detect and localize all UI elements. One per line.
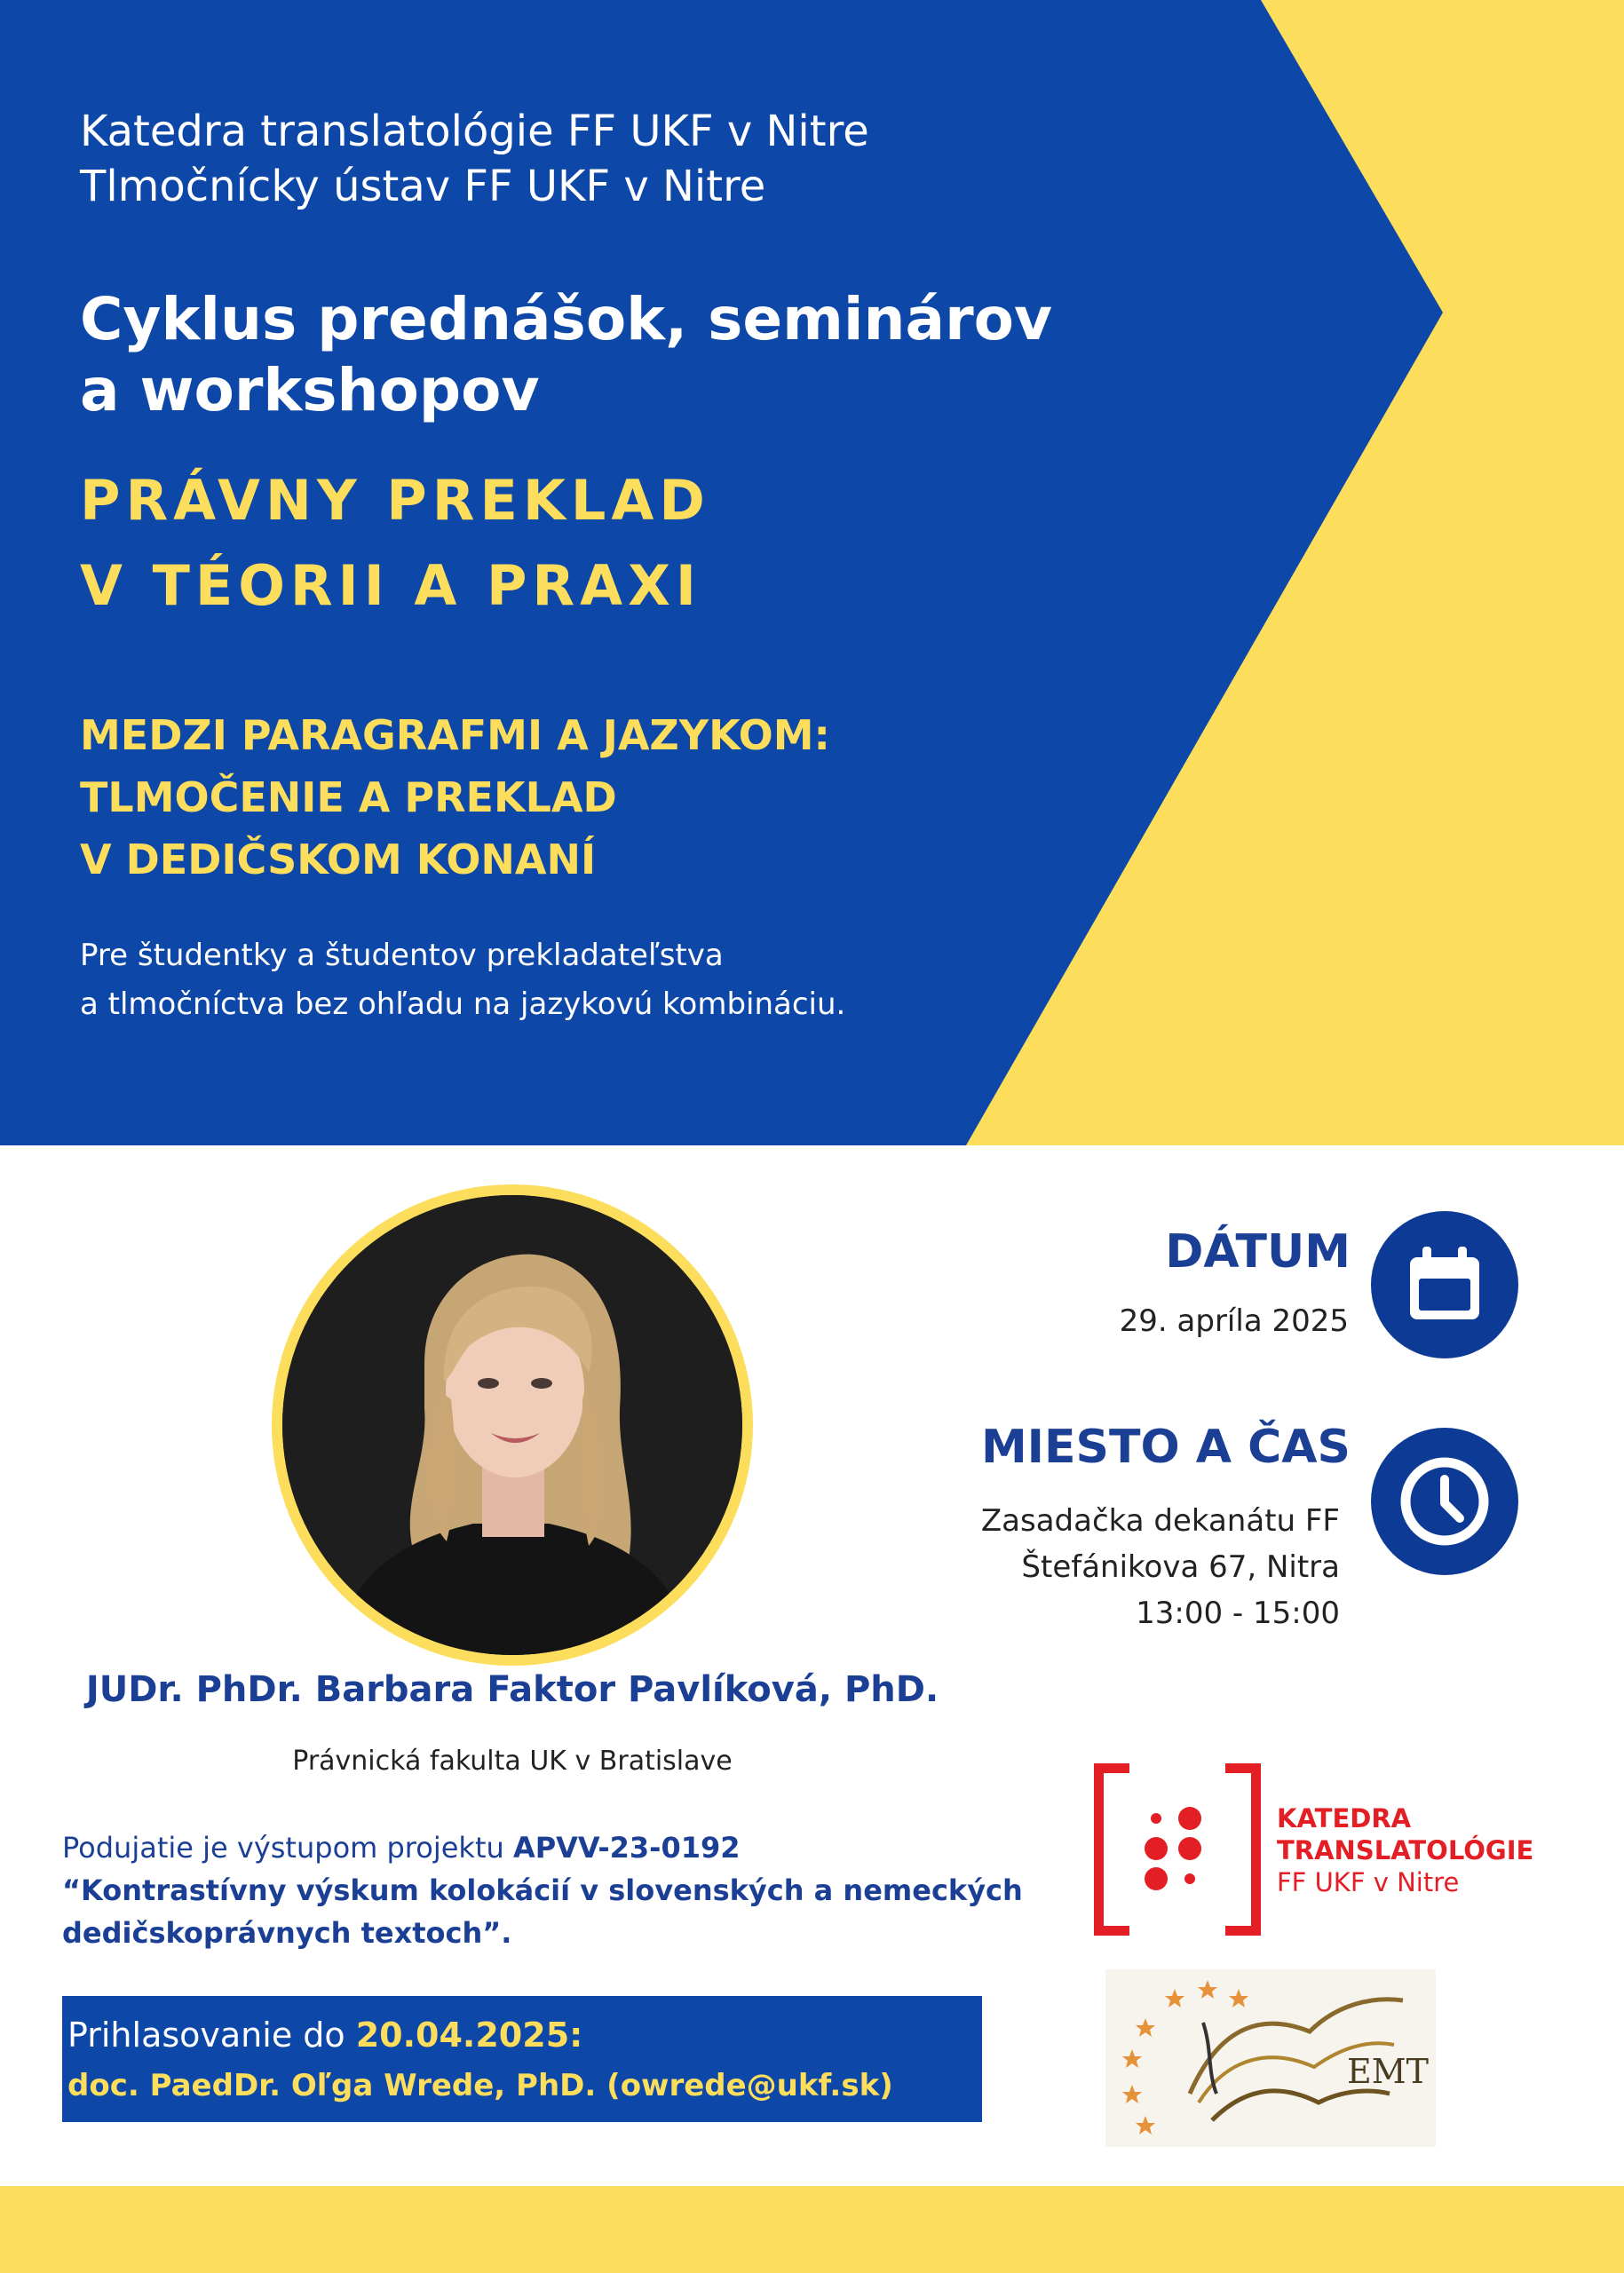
series-title-line-2: a workshopov <box>80 356 540 424</box>
subtitle-line-1: MEDZI PARAGRAFMI A JAZYKOM: <box>80 711 830 759</box>
date-heading: DÁTUM <box>1165 1225 1351 1279</box>
footer-band <box>0 2186 1624 2273</box>
main-title-line-2: V TÉORII A PRAXI <box>80 553 701 618</box>
registration-label <box>67 2011 582 2059</box>
emt-logo-graphic <box>1105 1969 1436 2147</box>
emt-logo <box>1105 1969 1436 2147</box>
speaker-name: JUDr. PhDr. Barbara Faktor Pavlíková, PhD. <box>85 1669 939 1710</box>
registration-contact: doc. PaedDr. Oľga Wrede, PhD. (owrede@ukf.sk) <box>67 2068 893 2103</box>
place-line-2: Štefánikova 67, Nitra <box>1021 1549 1340 1585</box>
katedra-logo-line-1: KATEDRA <box>1277 1803 1412 1833</box>
audience-line-1: Pre študentky a študentov prekladateľstva <box>80 938 724 973</box>
registration-label-text: Prihlasovanie do <box>67 2016 356 2055</box>
main-title-line-1: PRÁVNY PREKLAD <box>80 468 710 533</box>
subtitle-line-2: TLMOČENIE A PREKLAD <box>80 773 617 821</box>
place-heading: MIESTO A ČAS <box>980 1421 1351 1474</box>
series-title-line-1: Cyklus prednášok, seminárov <box>80 285 1052 353</box>
registration-deadline: 20.04.2025: <box>355 2016 583 2055</box>
institution-line-2: Tlmočnícky ústav FF UKF v Nitre <box>80 162 766 211</box>
katedra-logo-icon <box>1094 1763 1261 1936</box>
audience-line-2: a tlmočníctva bez ohľadu na jazykovú kombináciu. <box>80 986 846 1022</box>
event-time: 13:00 - 15:00 <box>1136 1596 1340 1631</box>
project-intro-text: Podujatie je výstupom projektu <box>62 1831 513 1865</box>
calendar-icon <box>1371 1211 1518 1358</box>
subtitle-line-3: V DEDIČSKOM KONANÍ <box>80 836 597 883</box>
emt-logo-text: EMT <box>1347 2052 1429 2091</box>
katedra-logo-line-2: TRANSLATOLÓGIE <box>1277 1835 1534 1865</box>
speaker-affiliation: Právnická fakulta UK v Bratislave <box>292 1746 733 1777</box>
katedra-logo-line-3: FF UKF v Nitre <box>1277 1867 1460 1897</box>
speaker-photo <box>282 1195 742 1655</box>
clock-icon <box>1371 1428 1518 1575</box>
date-value: 29. apríla 2025 <box>1119 1303 1349 1339</box>
project-code: APVV-23-0192 <box>512 1831 741 1865</box>
institution-line-1: Katedra translatológie FF UKF v Nitre <box>80 107 869 156</box>
project-intro <box>62 1826 741 1869</box>
project-title-line-1: “Kontrastívny výskum kolokácií v slovenských a nemeckých <box>62 1873 1023 1907</box>
place-line-1: Zasadačka dekanátu FF <box>980 1503 1340 1539</box>
project-title-line-2: dedičskoprávnych textoch”. <box>62 1916 512 1950</box>
